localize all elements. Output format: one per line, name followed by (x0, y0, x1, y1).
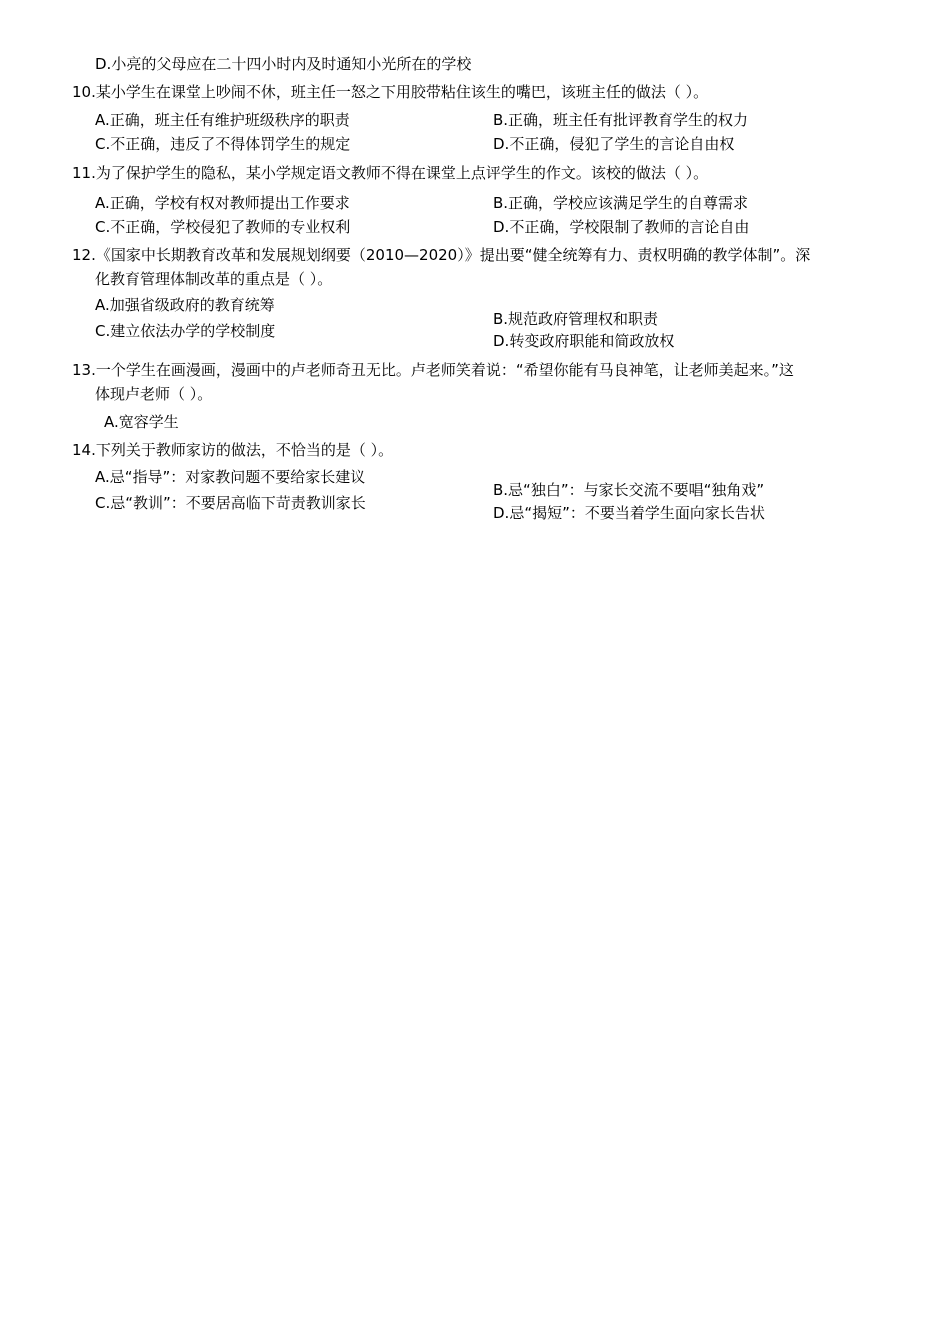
q14-option-d: D.忌“揭短”：不要当着学生面向家长告状 (493, 504, 765, 522)
q10-option-b: B.正确，班主任有批评教育学生的权力 (493, 111, 749, 129)
q14-option-b: B.忌“独白”：与家长交流不要唱“独角戏” (493, 481, 765, 499)
q12-option-d: D.转变政府职能和简政放权 (493, 332, 675, 350)
q13-stem-line1: 13.一个学生在画漫画，漫画中的卢老师奇丑无比。卢老师笑着说：“希望你能有马良神笔，让老师美起来。”这 (72, 361, 794, 379)
q11-option-b: B.正确，学校应该满足学生的自尊需求 (493, 194, 749, 212)
q13-option-a: A.宽容学生 (104, 413, 179, 431)
q14-stem: 14.下列关于教师家访的做法，不恰当的是（ ）。 (72, 441, 394, 459)
q11-stem: 11.为了保护学生的隐私，某小学规定语文教师不得在课堂上点评学生的作文。该校的做法（ ）。 (72, 164, 709, 182)
q10-option-d: D.不正确，侵犯了学生的言论自由权 (493, 135, 735, 153)
q12-stem-line2: 化教育管理体制改革的重点是（ ）。 (95, 270, 333, 288)
q11-option-c: C.不正确，学校侵犯了教师的专业权利 (95, 218, 351, 236)
q13-stem-line2: 体现卢老师（ ）。 (95, 385, 213, 403)
q11-option-a: A.正确，学校有权对教师提出工作要求 (95, 194, 350, 212)
q14-option-a: A.忌“指导”：对家教问题不要给家长建议 (95, 468, 366, 486)
q10-option-a: A.正确，班主任有维护班级秩序的职责 (95, 111, 350, 129)
q12-option-a: A.加强省级政府的教育统筹 (95, 296, 275, 314)
q12-stem-line1: 12.《国家中长期教育改革和发展规划纲要（2010—2020）》提出要“健全统筹有力、责权明确的教学体制”。深 (72, 246, 811, 264)
q10-stem: 10.某小学生在课堂上吵闹不休，班主任一怒之下用胶带粘住该生的嘴巴，该班主任的做法（ ）。 (72, 83, 709, 101)
q9-option-d: D.小亮的父母应在二十四小时内及时通知小光所在的学校 (95, 55, 472, 73)
q11-option-d: D.不正确，学校限制了教师的言论自由 (493, 218, 750, 236)
q12-option-b: B.规范政府管理权和职责 (493, 310, 659, 328)
q12-option-c: C.建立依法办学的学校制度 (95, 322, 276, 340)
q10-option-c: C.不正确，违反了不得体罚学生的规定 (95, 135, 351, 153)
q14-option-c: C.忌“教训”：不要居高临下苛责教训家长 (95, 494, 366, 512)
